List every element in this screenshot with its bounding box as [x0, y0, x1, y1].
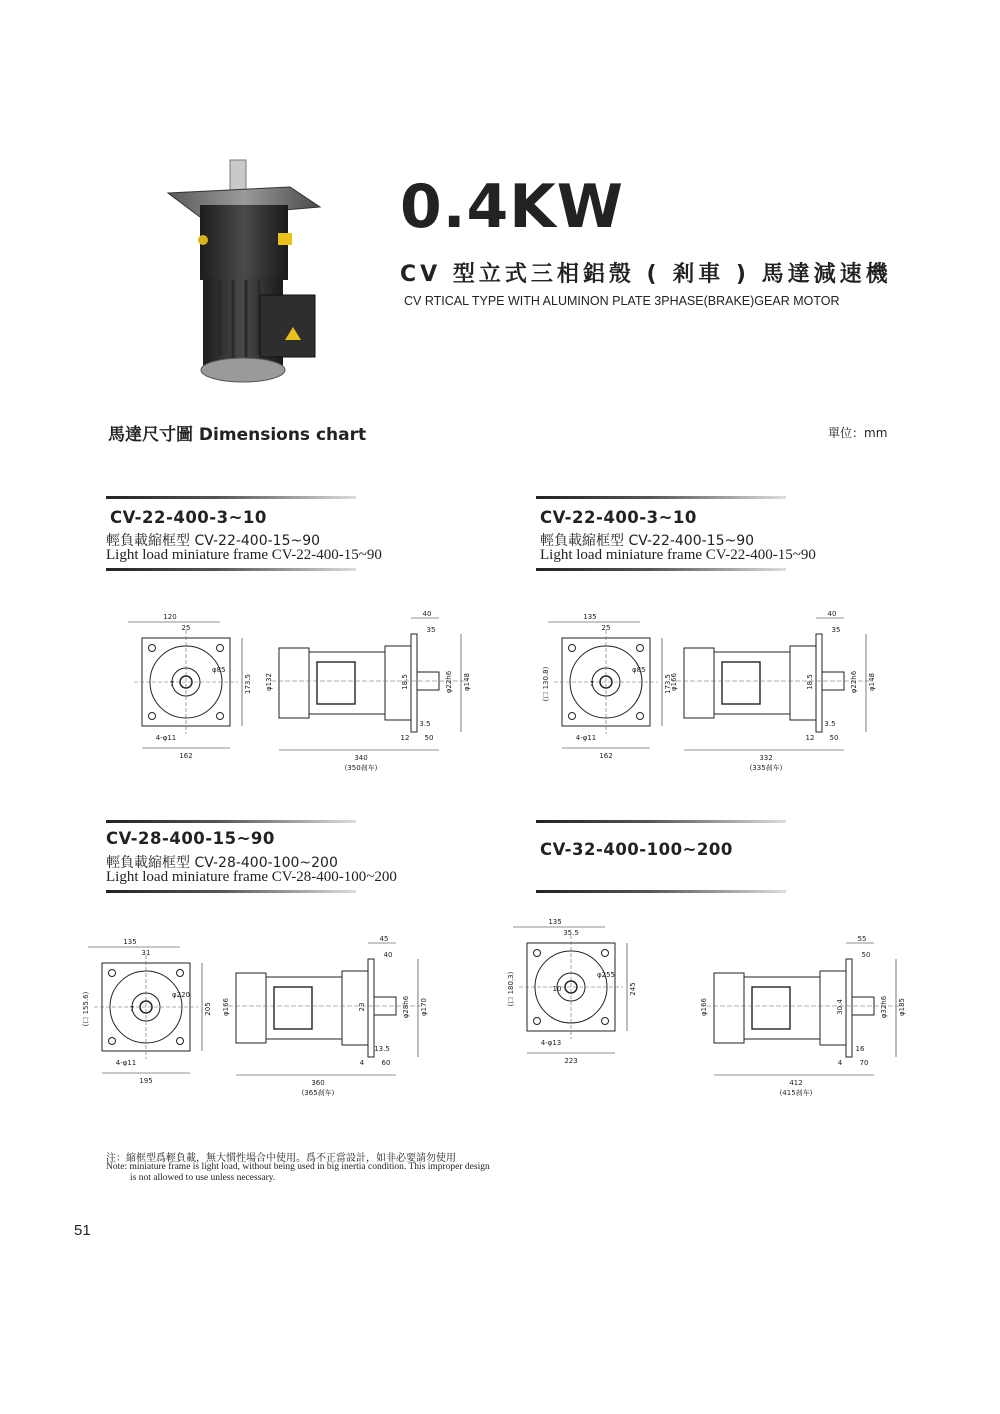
dimension-label: 40 — [422, 610, 432, 618]
dimension-label: 162 — [599, 752, 613, 760]
dimension-label: 50 — [424, 734, 434, 742]
dimension-label: 12 — [400, 734, 410, 742]
dimension-label: φ166 — [222, 998, 230, 1016]
gear-motor-photo — [165, 155, 325, 390]
mount-hole — [534, 950, 541, 957]
dimension-label: 3.5 — [824, 720, 836, 728]
front-view-drawing — [120, 610, 255, 770]
dimension-label: 360 — [311, 1079, 325, 1087]
dimension-label: 4 — [359, 1059, 365, 1067]
dimension-label: 332 — [759, 754, 773, 762]
dimension-label: φ148 — [463, 673, 471, 691]
dimension-label: φ185 — [898, 998, 906, 1016]
dimension-label: 40 — [827, 610, 837, 618]
dimension-label: 245 — [629, 982, 637, 996]
dimension-label: 7 — [169, 680, 175, 688]
mount-hole — [602, 1018, 609, 1025]
dimension-label: φ255 — [597, 971, 615, 979]
dimension-label: φ32h6 — [880, 995, 888, 1019]
dimension-label: 23 — [358, 1002, 366, 1012]
dimension-label: φ220 — [172, 991, 190, 999]
note-english-line2: is not allowed to use unless necessary. — [130, 1173, 276, 1183]
note-english — [106, 1162, 536, 1184]
title-english: CV RTICAL TYPE WITH ALUMINON PLATE 3PHASE(BRAKE)GEAR MOTOR — [404, 294, 840, 308]
note-english-line1: Note: miniature frame is light load, without being used in big inertia condition. This improper design — [106, 1162, 490, 1172]
mount-flange — [411, 634, 417, 732]
mount-hole — [177, 1038, 184, 1045]
model-subtitle-en: Light load miniature frame CV-28-400-100~200 — [106, 869, 397, 885]
dimension-label: 173.5 — [244, 673, 252, 695]
terminal-box — [752, 987, 790, 1029]
dimension-label: 35 — [426, 626, 436, 634]
unit-label: 單位：mm — [828, 426, 888, 440]
dimension-label: 18.5 — [806, 674, 814, 690]
mount-hole — [109, 970, 116, 977]
front-view-drawing — [540, 610, 675, 770]
dimension-label: 173.5 — [664, 673, 672, 695]
dimension-label: (口 155.6) — [82, 991, 90, 1027]
dimension-label: 40 — [383, 951, 393, 959]
dimension-label: 60 — [381, 1059, 391, 1067]
dimension-label: 4-φ11 — [155, 734, 177, 742]
power-rating: 0.4KW — [400, 172, 624, 242]
model-subtitle-zh: 輕負載縮框型 CV-28-400-100~200 — [106, 855, 338, 871]
model-code: CV-22-400-3~10 — [540, 508, 697, 527]
side-view-drawing — [670, 610, 910, 785]
mount-hole — [637, 713, 644, 720]
dimension-label: 4 — [837, 1059, 843, 1067]
dimension-label: φ170 — [420, 998, 428, 1016]
model-code: CV-22-400-3~10 — [110, 508, 267, 527]
motor-body — [714, 652, 790, 714]
dimension-label: φ166 — [700, 998, 708, 1016]
dimension-label: (365刹车) — [301, 1089, 335, 1097]
dimension-label: 13.5 — [374, 1045, 390, 1053]
dimension-label: φ85 — [212, 666, 226, 674]
model-subtitle-en: Light load miniature frame CV-22-400-15~90 — [106, 547, 382, 563]
motor-body — [309, 652, 385, 714]
divider — [536, 890, 786, 893]
motor-end-cap — [684, 648, 714, 718]
dimension-label: 135 — [548, 918, 562, 926]
dimension-label: 120 — [163, 613, 177, 621]
side-view-drawing — [265, 610, 505, 785]
mount-hole — [637, 645, 644, 652]
dimension-label: 4-φ13 — [540, 1039, 562, 1047]
page-number: 51 — [74, 1222, 91, 1239]
dimension-label: 25 — [181, 624, 191, 632]
dimension-label: (415刹车) — [779, 1089, 813, 1097]
mount-flange — [368, 959, 374, 1057]
divider — [536, 820, 786, 823]
dimension-label: 70 — [859, 1059, 869, 1067]
dimension-label: 35 — [831, 626, 841, 634]
motor-end-cap — [236, 973, 266, 1043]
mount-hole — [217, 713, 224, 720]
model-code: CV-28-400-15~90 — [106, 829, 275, 848]
model-subtitle-zh: 輕負載縮框型 CV-22-400-15~90 — [540, 533, 755, 549]
dimension-label: 16 — [855, 1045, 865, 1053]
terminal-box — [274, 987, 312, 1029]
dimension-label: (335刹车) — [749, 764, 783, 772]
dimension-label: 223 — [564, 1057, 578, 1065]
mount-flange — [846, 959, 852, 1057]
dimension-label: 55 — [857, 935, 867, 943]
dimension-label: 7 — [129, 1005, 135, 1013]
mount-hole — [602, 950, 609, 957]
dimension-label: 4-φ11 — [575, 734, 597, 742]
divider — [106, 568, 356, 571]
dimension-label: 35.5 — [563, 929, 579, 937]
dimension-label: 135 — [123, 938, 137, 946]
dimension-label: 340 — [354, 754, 368, 762]
model-code: CV-32-400-100~200 — [540, 840, 733, 859]
dimension-label: φ132 — [265, 673, 273, 691]
dimension-label: 45 — [379, 935, 389, 943]
note-chinese: 注：縮框型爲輕負載，無大慣性場合中使用。爲不正當設計，如非必要請勿使用 — [106, 1153, 456, 1164]
dimension-label: 135 — [583, 613, 597, 621]
dimension-label: 25 — [601, 624, 611, 632]
terminal-box — [722, 662, 760, 704]
dimension-label: (口 180.3) — [507, 971, 515, 1007]
dimension-label: (口 130.8) — [542, 666, 550, 702]
side-view-drawing — [700, 935, 940, 1110]
divider — [106, 890, 356, 893]
mount-hole — [149, 645, 156, 652]
mount-hole — [569, 645, 576, 652]
title-chinese: CV 型立式三相鋁殼 ( 剎車 ) 馬達減速機 — [400, 262, 892, 287]
dimension-label: (350刹车) — [344, 764, 378, 772]
dimension-label: 195 — [139, 1077, 153, 1085]
mount-flange — [816, 634, 822, 732]
section-heading: 馬達尺寸圖 Dimensions chart — [108, 425, 367, 445]
mount-hole — [534, 1018, 541, 1025]
dimension-label: 162 — [179, 752, 193, 760]
dimension-label: 12 — [805, 734, 815, 742]
dimension-label: 50 — [861, 951, 871, 959]
terminal-box — [317, 662, 355, 704]
side-view-drawing — [222, 935, 462, 1110]
divider — [106, 820, 356, 823]
divider — [536, 496, 786, 499]
dimension-label: 7 — [589, 680, 595, 688]
dimension-label: 412 — [789, 1079, 803, 1087]
model-subtitle-zh: 輕負載縮框型 CV-22-400-15~90 — [106, 533, 321, 549]
dimension-label: φ22h6 — [445, 670, 453, 694]
dimension-label: φ166 — [670, 673, 678, 691]
divider — [536, 568, 786, 571]
dimension-label: φ22h6 — [850, 670, 858, 694]
dimension-label: 205 — [204, 1002, 212, 1016]
model-subtitle-en: Light load miniature frame CV-22-400-15~90 — [540, 547, 816, 563]
dimension-label: 30.4 — [836, 999, 844, 1015]
front-view-drawing — [505, 915, 640, 1075]
dimension-label: φ28h6 — [402, 995, 410, 1019]
dimension-label: 4-φ11 — [115, 1059, 137, 1067]
dimension-label: φ85 — [632, 666, 646, 674]
mount-hole — [217, 645, 224, 652]
dimension-label: 31 — [141, 949, 151, 957]
dimension-label: 10 — [552, 985, 562, 993]
mount-hole — [177, 970, 184, 977]
dimension-label: 50 — [829, 734, 839, 742]
mount-hole — [149, 713, 156, 720]
dimension-label: 18.5 — [401, 674, 409, 690]
divider — [106, 496, 356, 499]
dimension-label: φ148 — [868, 673, 876, 691]
mount-hole — [569, 713, 576, 720]
motor-end-cap — [714, 973, 744, 1043]
mount-hole — [109, 1038, 116, 1045]
front-view-drawing — [80, 935, 215, 1095]
motor-end-cap — [279, 648, 309, 718]
dimension-label: 3.5 — [419, 720, 431, 728]
